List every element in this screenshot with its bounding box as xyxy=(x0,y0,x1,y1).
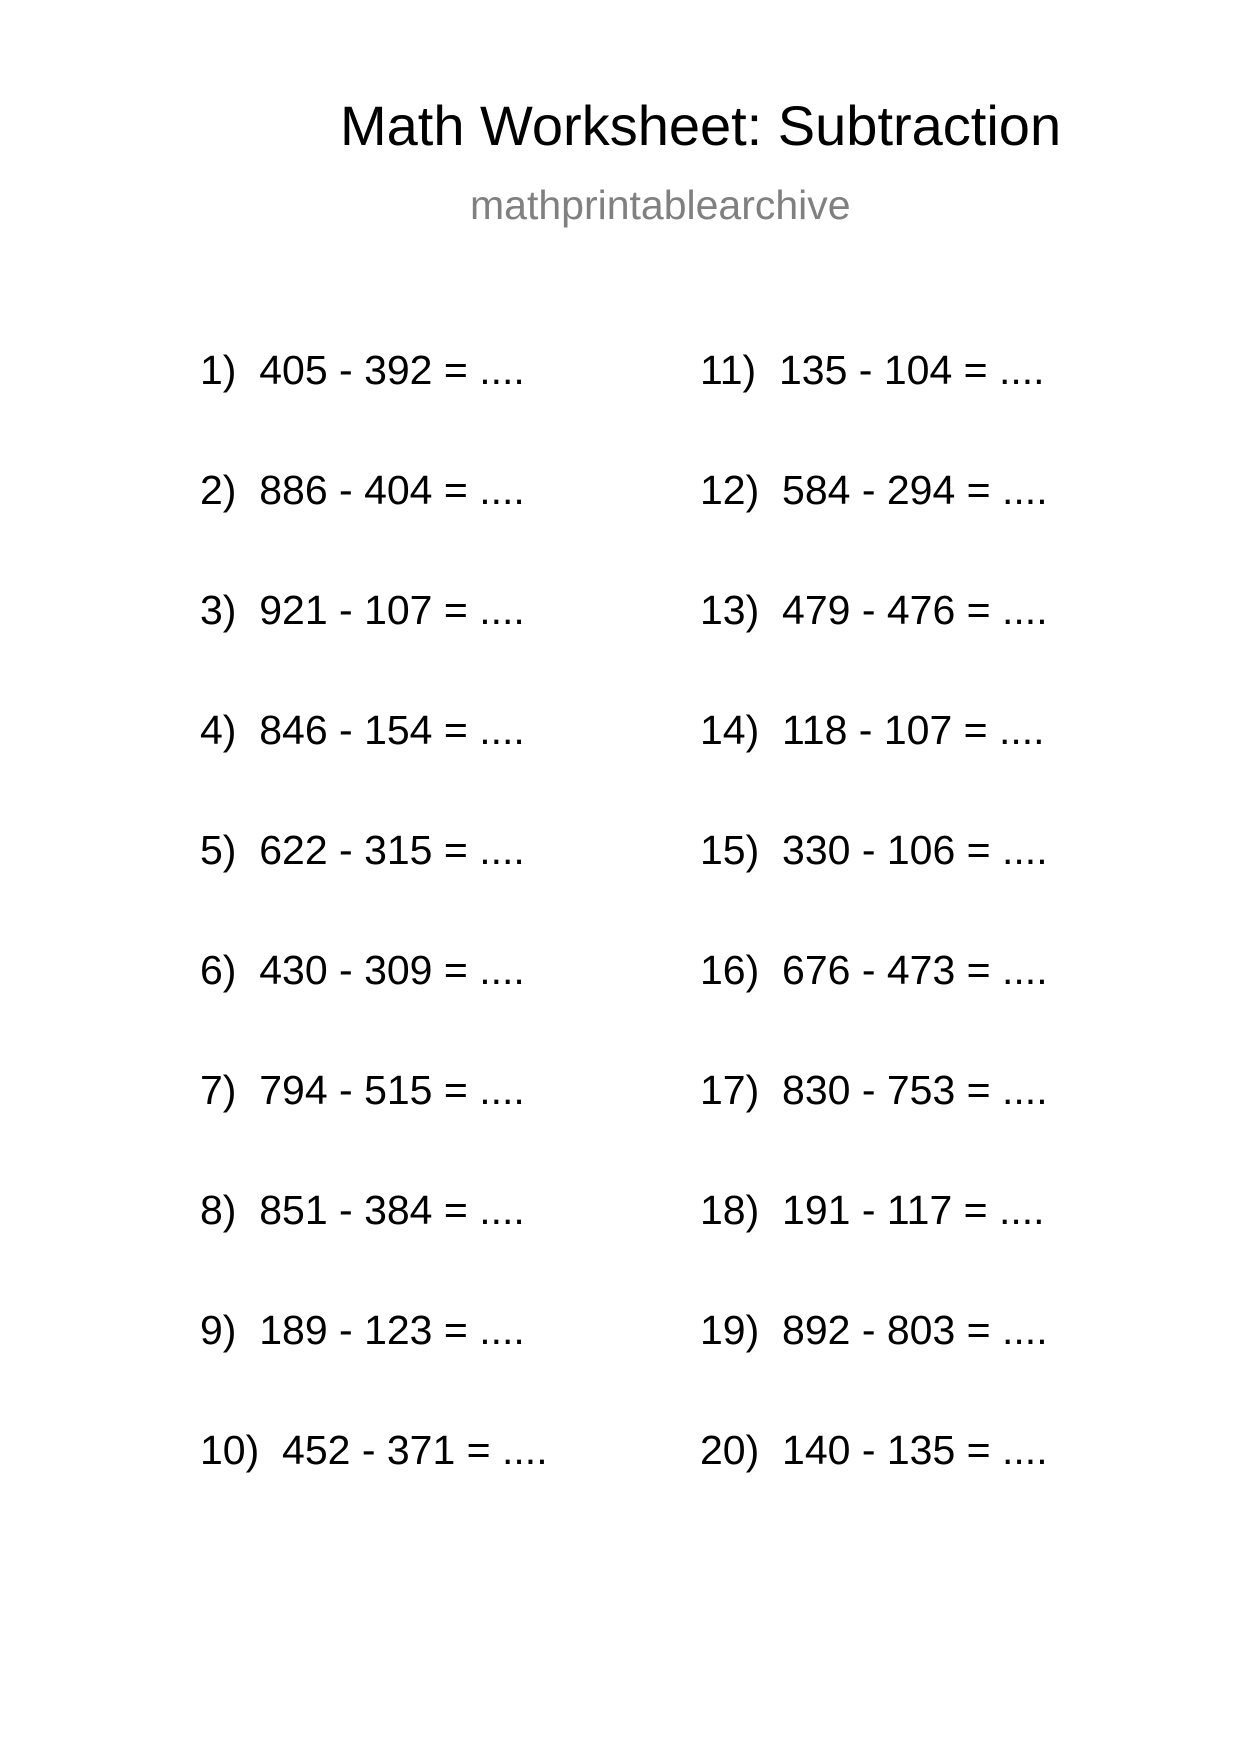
problem-item: 12) 584 - 294 = .... xyxy=(700,467,1048,513)
problem-item: 5) 622 - 315 = .... xyxy=(200,827,525,873)
problem-item: 13) 479 - 476 = .... xyxy=(700,587,1048,633)
problem-item: 20) 140 - 135 = .... xyxy=(700,1427,1048,1473)
problem-item: 1) 405 - 392 = .... xyxy=(200,347,525,393)
page-title: Math Worksheet: Subtraction xyxy=(340,94,1062,157)
problem-item: 10) 452 - 371 = .... xyxy=(200,1427,548,1473)
problem-item: 16) 676 - 473 = .... xyxy=(700,947,1048,993)
problem-item: 8) 851 - 384 = .... xyxy=(200,1187,525,1233)
problem-item: 6) 430 - 309 = .... xyxy=(200,947,525,993)
problem-list-left xyxy=(200,347,548,1550)
problem-list-right xyxy=(700,347,1048,1550)
problem-item: 3) 921 - 107 = .... xyxy=(200,587,525,633)
problem-item: 9) 189 - 123 = .... xyxy=(200,1307,525,1353)
problem-item: 19) 892 - 803 = .... xyxy=(700,1307,1048,1353)
problem-item: 2) 886 - 404 = .... xyxy=(200,467,525,513)
problem-item: 18) 191 - 117 = .... xyxy=(700,1187,1045,1233)
problem-item: 4) 846 - 154 = .... xyxy=(200,707,525,753)
problem-item: 7) 794 - 515 = .... xyxy=(200,1067,525,1113)
source-subtitle: mathprintablearchive xyxy=(470,182,851,228)
problem-item: 11) 135 - 104 = .... xyxy=(700,347,1045,393)
problem-item: 17) 830 - 753 = .... xyxy=(700,1067,1048,1113)
problem-item: 14) 118 - 107 = .... xyxy=(700,707,1045,753)
problem-item: 15) 330 - 106 = .... xyxy=(700,827,1048,873)
